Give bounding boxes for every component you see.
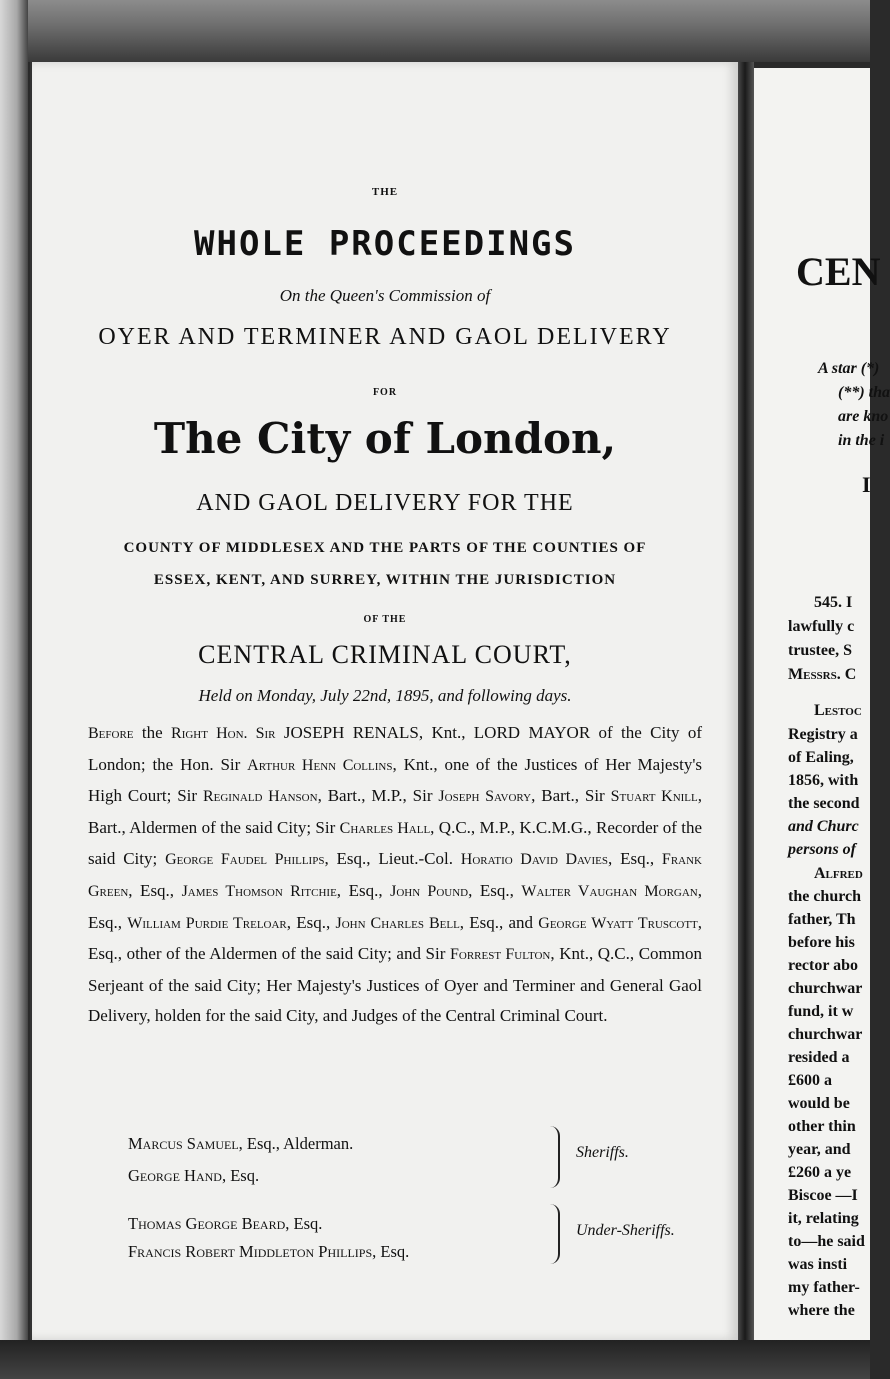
book-spine [736, 62, 754, 1340]
np-line: (**) tha [838, 384, 890, 401]
title-city-of-london: The City of London, [153, 414, 617, 463]
np-line: £260 a ye [788, 1164, 852, 1181]
np-line: resided a [788, 1049, 850, 1066]
para-seg: , Knt., one of the Justices of Her Majesty's High Court; Sir [88, 754, 702, 806]
scan-bottom-edge [0, 1340, 870, 1379]
np-line: father, Th [788, 911, 856, 928]
sheriff-2-name: George Hand [128, 1166, 222, 1185]
np-line: my father- [788, 1279, 860, 1296]
np-line: other thin [788, 1118, 856, 1135]
title-of-the: OF THE [363, 614, 407, 625]
para-name: Frank Green [88, 851, 702, 900]
np-line: of Ealing, [788, 749, 854, 766]
para-seg: Before [88, 725, 134, 742]
np-line: are kno [838, 408, 889, 425]
para-seg: , Esq., Lieut.-Col. [324, 849, 461, 869]
title-county-line-2: ESSEX, KENT, AND SURREY, WITHIN THE JURISDICTION [153, 572, 617, 588]
sheriff-1-name: Marcus Samuel [128, 1134, 239, 1153]
title-county-line-1: COUNTY OF MIDDLESEX AND THE PARTS OF THE COUNTIES OF [123, 540, 647, 556]
np-line: rector abo [788, 957, 859, 974]
title-held-date: Held on Monday, July 22nd, 1895, and following days. [198, 686, 572, 705]
np-line: before his [788, 934, 855, 951]
title-oyer-terminer: OYER AND TERMINER AND GAOL DELIVERY [98, 324, 672, 350]
sheriffs-label: Sheriffs. [576, 1144, 629, 1161]
title-whole-proceedings: WHOLE PROCEEDINGS [194, 224, 576, 264]
para-name: Stuart Knill [610, 788, 698, 806]
para-name: Reginald Hanson [202, 788, 318, 806]
title-commission: On the Queen's Commission of [279, 286, 491, 305]
para-name: George Wyatt Truscott [538, 914, 698, 932]
np-line: in the i [838, 432, 885, 449]
para-name: George Faudel Phillips [165, 851, 325, 869]
np-line: £600 a [788, 1072, 832, 1089]
para-seg: , Esq., and [459, 912, 539, 932]
para-seg: , Esq., other of the Aldermen of the said City; and Sir [88, 912, 703, 964]
para-name: Walter Vaughan Morgan [521, 882, 698, 900]
para-seg: , Bart., Sir [531, 786, 611, 806]
np-line: lawfully c [788, 618, 855, 635]
para-seg: , Esq., [88, 880, 702, 932]
title-page [30, 62, 738, 1340]
np-line: Lestoc [814, 702, 862, 719]
np-line: 545. I [814, 594, 853, 611]
under-sheriffs-brace [550, 1204, 560, 1264]
para-name: John Charles Bell [335, 914, 460, 932]
sheriff-1-rest: , Esq., Alderman. [238, 1134, 354, 1153]
para-name: Forrest Fulton [449, 946, 551, 964]
para-seg: , Esq., [128, 880, 182, 900]
title-for: FOR [372, 387, 398, 398]
np-line: where the [788, 1302, 855, 1319]
np-line: I [862, 472, 871, 497]
np-line: churchwar [788, 1026, 863, 1043]
under-sheriffs-label: Under-Sheriffs. [576, 1222, 675, 1239]
np-line: to—he said [788, 1233, 865, 1250]
next-page-heading: CEN [796, 249, 881, 294]
para-seg: , Esq., [608, 849, 662, 869]
np-line: persons of [788, 841, 857, 858]
np-line: was insti [788, 1256, 848, 1273]
np-line: churchwar [788, 980, 863, 997]
para-seg: the [133, 723, 172, 742]
np-line: would be [788, 1095, 850, 1112]
para-name: Horatio David Davies [460, 851, 608, 869]
para-seg: , Bart., M.P., Sir [317, 786, 439, 806]
np-line: year, and [788, 1141, 851, 1158]
scan-left-edge [0, 0, 28, 1379]
np-line: Alfred [814, 865, 863, 882]
np-line: it, relating [788, 1210, 859, 1227]
para-name: William Purdie Treloar [127, 914, 287, 932]
para-name: Joseph Savory [438, 788, 532, 806]
np-line: Registry a [788, 726, 858, 743]
under-sheriff-2-rest: , Esq. [372, 1242, 410, 1261]
sheriff-2-rest: , Esq. [221, 1166, 260, 1185]
before-paragraph [88, 718, 702, 1032]
title-and-gaol-delivery: AND GAOL DELIVERY FOR THE [196, 490, 574, 516]
para-seg: , Esq., [286, 912, 336, 932]
under-sheriff-2 [128, 1242, 409, 1262]
np-line: and Churc [788, 818, 859, 835]
next-page-fragment [754, 68, 890, 1340]
para-name: Charles Hall [339, 819, 431, 837]
sheriff-1 [128, 1134, 353, 1154]
under-sheriff-1-name: Thomas George Beard [128, 1214, 286, 1233]
title-the: THE [371, 186, 399, 198]
para-seg: , Bart., Aldermen of the said City; Sir [88, 786, 702, 837]
para-seg: , Q.C., M.P., K.C.M.G., Recorder of the said City; [88, 817, 702, 869]
para-seg: , Knt., Q.C., Common Serjeant of the said City; Her Majesty's Justices of Oyer and Terminer and General Gaol Delivery, holden for the said City, and Judges of the Central Criminal Court. [88, 944, 702, 1026]
para-seg: JOSEPH RENALS, Knt., LORD MAYOR of the City of London; the Hon. Sir [88, 723, 702, 774]
np-line: the second [788, 795, 860, 812]
under-sheriff-1 [128, 1214, 322, 1234]
np-line: A star (*) [818, 360, 880, 377]
para-name: James Thomson Ritchie [181, 882, 337, 900]
np-line: Biscoe —I [788, 1187, 858, 1204]
title-central-criminal-court: CENTRAL CRIMINAL COURT, [198, 640, 572, 669]
para-seg: , Esq., [468, 880, 522, 900]
under-sheriff-2-name: Francis Robert Middleton Phillips [128, 1242, 373, 1261]
scan-top-edge [0, 0, 870, 62]
np-line: the church [788, 888, 862, 905]
sheriffs-brace [550, 1126, 560, 1188]
np-line: fund, it w [788, 1003, 854, 1020]
under-sheriff-1-rest: , Esq. [285, 1214, 323, 1233]
np-line: trustee, S [788, 642, 852, 659]
para-name: John Pound [390, 882, 469, 900]
para-seg: , Esq., [336, 880, 391, 900]
para-seg: Right Hon. Sir [171, 725, 276, 742]
sheriff-2 [128, 1166, 259, 1186]
np-line: 1856, with [788, 772, 859, 789]
para-name: Arthur Henn Collins [247, 756, 393, 774]
np-line: Messrs. C [788, 666, 857, 683]
